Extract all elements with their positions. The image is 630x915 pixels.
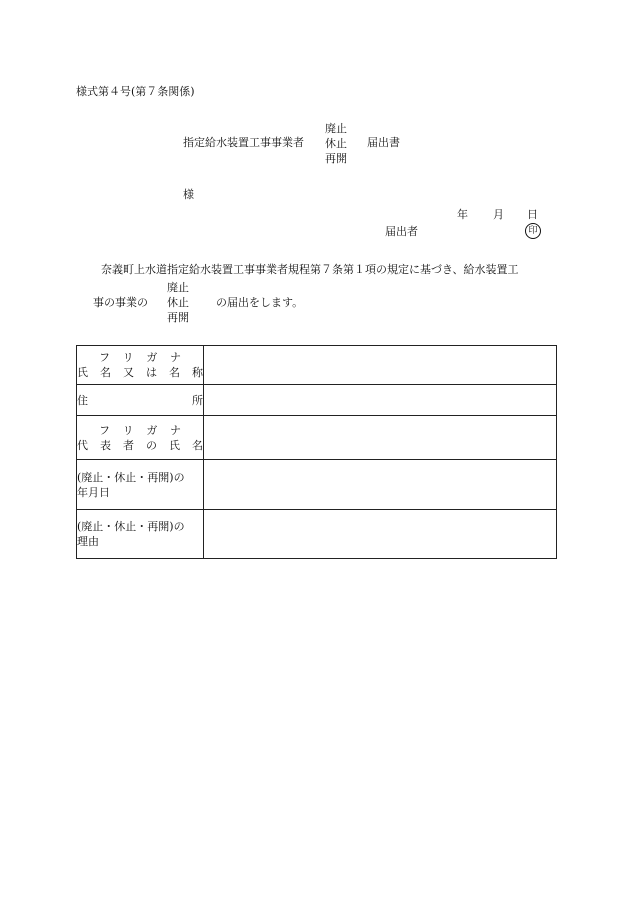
notification-table	[76, 345, 557, 559]
furigana-label: フ リ ガ ナ	[99, 423, 181, 437]
value-address[interactable]	[204, 385, 557, 416]
body-option-kyushi: 休止	[167, 296, 189, 309]
label-reason: (廃止・休止・再開)の 理由	[77, 510, 204, 559]
row-address	[77, 385, 557, 416]
name-label-text: 氏 名 又 は 名 称	[77, 366, 203, 379]
value-date[interactable]	[204, 460, 557, 510]
address-label-text: 住 所	[77, 393, 203, 407]
row-representative	[77, 416, 557, 460]
title-options	[325, 121, 347, 166]
value-reason[interactable]	[204, 510, 557, 559]
seal-mark: 印	[525, 223, 541, 239]
value-representative[interactable]	[204, 416, 557, 460]
body-option-haishi: 廃止	[167, 281, 189, 294]
body-options	[167, 280, 189, 325]
label-date: (廃止・休止・再開)の 年月日	[77, 460, 204, 510]
title-subject: 指定給水装置工事事業者	[183, 136, 304, 149]
label-representative	[77, 416, 204, 460]
title-option-haishi: 廃止	[325, 122, 347, 135]
furigana-label: フ リ ガ ナ	[99, 351, 181, 364]
addressee-suffix: 様	[183, 188, 194, 201]
row-name	[77, 346, 557, 385]
row-date	[77, 460, 557, 510]
body-line-1: 奈義町上水道指定給水装置工事事業者規程第７条第１項の規定に基づき、給水装置工	[101, 263, 519, 276]
body-line-2-suffix: の届出をします。	[216, 296, 304, 309]
title-suffix: 届出書	[367, 136, 400, 149]
title-option-saikai: 再開	[325, 152, 347, 165]
notifier-label: 届出者	[385, 225, 418, 238]
body-line-2-prefix: 事の事業の	[93, 296, 148, 309]
body-option-saikai: 再開	[167, 311, 189, 324]
label-name	[77, 346, 204, 385]
value-name[interactable]	[204, 346, 557, 385]
row-reason	[77, 510, 557, 559]
date-day-label: 日	[527, 208, 538, 221]
date-month-label: 月	[493, 208, 504, 221]
form-number: 様式第４号(第７条関係)	[76, 85, 195, 98]
title-option-kyushi: 休止	[325, 137, 347, 150]
representative-label-text: 代 表 者 の 氏 名	[77, 438, 203, 452]
label-address	[77, 385, 204, 416]
date-year-label: 年	[457, 208, 468, 221]
